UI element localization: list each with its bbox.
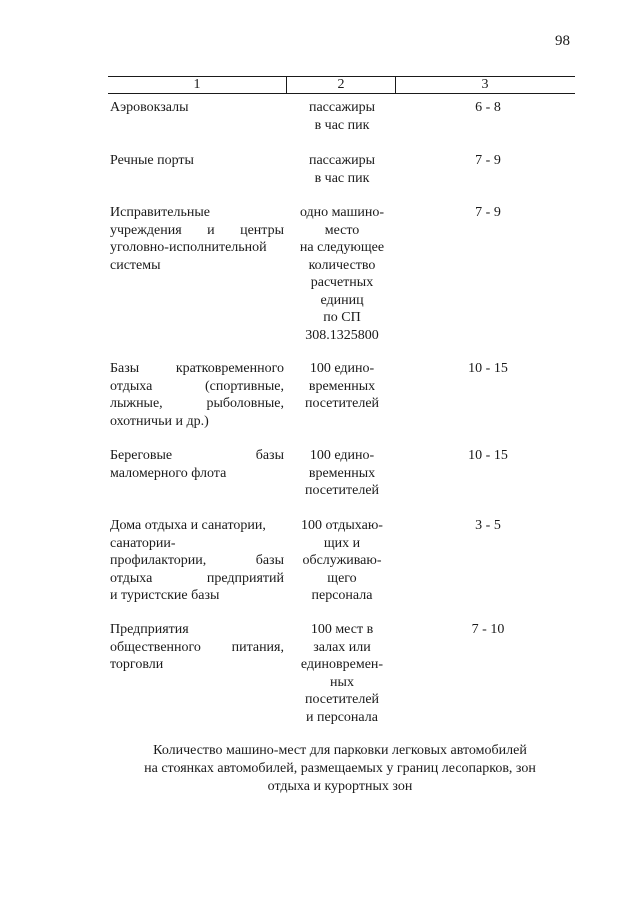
page-number: 98	[555, 33, 570, 49]
cell-unit: 100 едино- временных посетителей	[304, 361, 380, 411]
cell-facility: Исправительные учреждения и центры уголовно-исполнительной системы	[110, 205, 284, 273]
justified-line	[110, 378, 284, 396]
word: базы	[255, 553, 284, 568]
cell-facility: Аэровокзалы	[110, 100, 189, 115]
cell-facility: Базы кратковременного отдыха (спортивные, лыжные, рыболовные, охотничьи и др.)	[110, 361, 284, 429]
justified-line	[110, 552, 284, 570]
cell-unit: 100 мест в залах или единовремен- ных посетителей и персонала	[300, 622, 384, 725]
cell-spaces: 3 - 5	[475, 518, 501, 533]
word: Базы	[110, 361, 140, 376]
cell-spaces: 7 - 9	[475, 153, 501, 168]
caption: Количество машино-мест для парковки легковых автомобилей на стоянках автомобилей, размещаемых у границ лесопарков, зон отдыха и курортных зон	[144, 743, 536, 794]
cell-unit: 100 отдыхаю- щих и обслуживаю- щего персонала	[301, 518, 383, 603]
cell-unit: пассажиры в час пик	[308, 100, 376, 133]
word: общественного	[110, 639, 201, 655]
justified-line	[110, 447, 284, 465]
justified-line	[110, 570, 284, 588]
justified-line	[110, 395, 284, 413]
word: Береговые	[110, 448, 173, 463]
cell-facility: Предприятия общественного питания, торговли	[110, 622, 284, 672]
word: питания,	[231, 639, 284, 655]
word: предприятий	[206, 570, 284, 586]
cell-spaces: 6 - 8	[475, 100, 501, 115]
header-col-2: 2	[286, 77, 396, 93]
word: базы	[255, 448, 284, 463]
word: центры	[240, 222, 284, 238]
header-col-3: 3	[481, 77, 489, 92]
cell-spaces: 10 - 15	[468, 448, 508, 463]
word: рыболовные,	[206, 396, 284, 411]
word: отдыха	[110, 570, 153, 586]
word: лыжные,	[110, 396, 163, 411]
cell-spaces: 10 - 15	[468, 361, 508, 376]
cell-unit: одно машино- место на следующее количество расчетных единиц по СП 308.1325800	[299, 205, 385, 343]
cell-facility: Речные порты	[110, 153, 194, 168]
cell-facility: Дома отдыха и санатории, санатории- профилактории, базы отдыха предприятий и туристские базы	[110, 518, 284, 603]
cell-spaces: 7 - 10	[471, 622, 505, 637]
table-header	[108, 76, 575, 94]
cell-unit: 100 едино- временных посетителей	[304, 448, 380, 498]
cell-facility: Береговые базы маломерного флота	[110, 448, 284, 481]
cell-unit: пассажиры в час пик	[308, 153, 376, 186]
word: кратковременного	[175, 361, 284, 376]
justified-line	[110, 639, 284, 657]
header-col-1: 1	[193, 77, 201, 92]
cell-spaces: 7 - 9	[475, 205, 501, 220]
justified-line	[110, 360, 284, 378]
word: профилактории,	[110, 553, 207, 568]
justified-line	[110, 222, 284, 240]
word: отдыха	[110, 378, 153, 394]
word: и	[207, 222, 215, 238]
word: учреждения	[110, 222, 182, 238]
word: (спортивные,	[204, 378, 284, 394]
